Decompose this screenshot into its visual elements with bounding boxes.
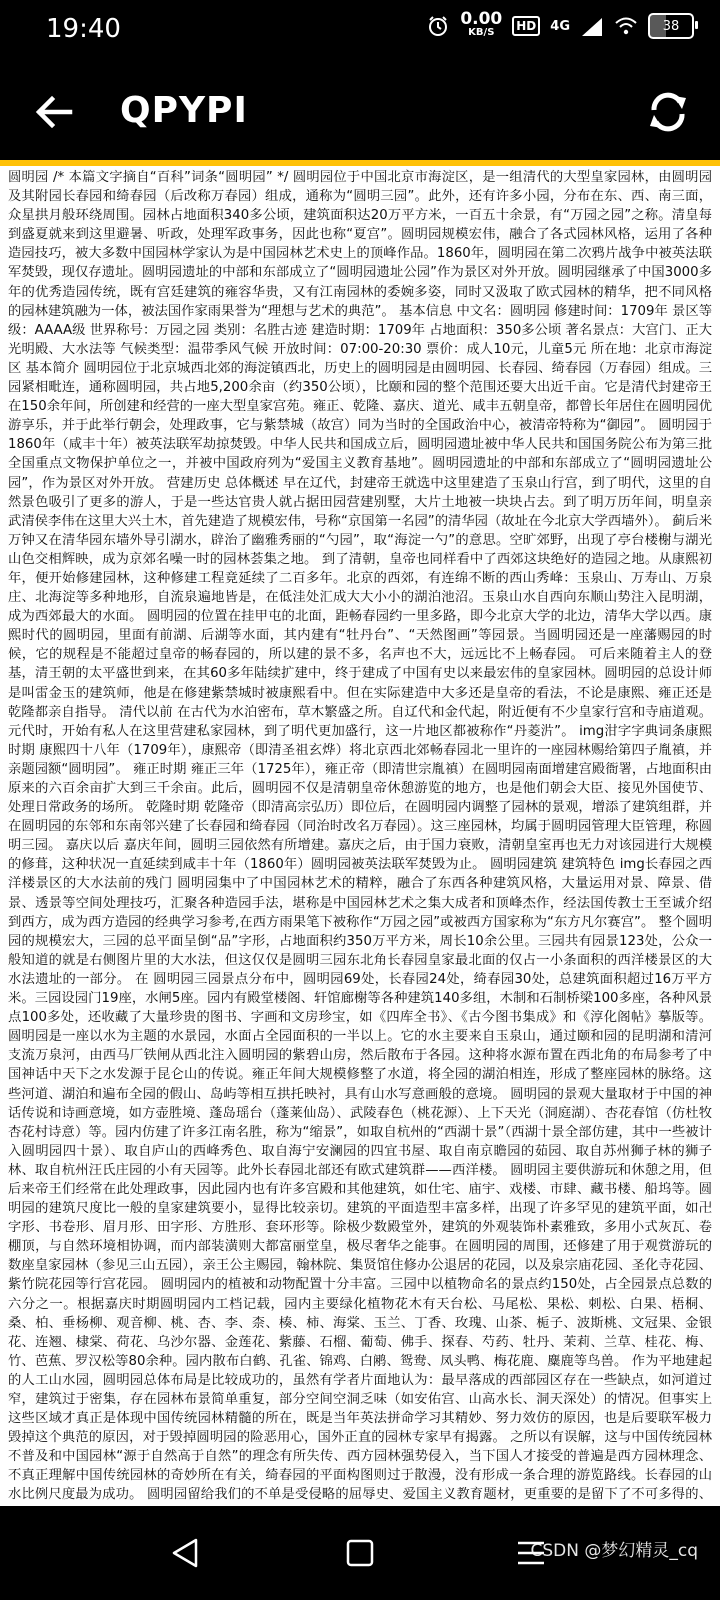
battery-level: 38 — [662, 18, 680, 34]
page-title: QPYPI — [120, 90, 248, 131]
wifi-icon — [614, 16, 638, 36]
battery-icon — [648, 13, 694, 39]
article-text: 圆明园 /* 本篇文字摘自“百科”词条“圆明园” */ 圆明园位于中国北京市海淀区，是一组清代的大型皇家园林，由圆明园及其附园长春园和绮春园（后改称万春园）组成，通称为“圆明三园”。此外，还有许多小园，分布在东、西、南三面，众星拱月般环绕周围。园林占地面积340多公顷，建筑面积达20万平方米，一百五十余景，有“万园之园”之称。清皇每到盛夏就来到这里避暑、听政，处理军政事务，因此也称“夏宫”。圆明园规模宏伟，融合了各式园林风格，运用了各种造园技巧，被大多数中国园林学家认为是中国园林艺术史上的顶峰作品。1860年，圆明园在第二次鸦片战争中被英法联军焚毁，现仅存遗址。圆明园遗址的中部和东部成立了“圆明园遗址公园”作为景区对外开放。圆明园继承了中国3000多年的优秀造园传统，既有宫廷建筑的雍容华贵，又有江南园林的委婉多姿，同时又汲取了欧式园林的精华，把不同风格的园林建筑融为一体，被法国作家雨果誉为“理想与艺术的典范”。 基本信息 中文名：圆明园 修建时间：1709年 景区等级：AAAA级 世界称号：万园之园 类别：名胜古迹 建造时期：1709年 占地面积：350多公顷 著名景点：大宫门、正大光明殿、大水法等 气候类型：温带季风气候 开放时间：07:00-20:30 票价：成人10元，儿童5元 所在地：北京市海淀区 基本简介 圆明园位于北京城西北郊的海淀镇西北，历史上的圆明园是由圆明园、长春园、绮春园（万春园）组成。三园紧相毗连，通称圆明园，共占地5,200余亩（约350公顷），比颐和园的整个范围还要大出近千亩。它是清代封建帝王在150余年间，所创建和经营的一座大型皇家宫苑。雍正、乾隆、嘉庆、道光、咸丰五朝皇帝，都曾长年居住在圆明园优游享乐，并于此举行朝会，处理政事，它与紫禁城（故宫）同为当时的全国政治中心，被清帝特称为“御园”。 圆明园于1860年（咸丰十年）被英法联军劫掠焚毁。中华人民共和国成立后，圆明园遗址被中华人民共和国国务院公布为第三批全国重点文物保护单位之一，并被中国政府列为“爱国主义教育基地”。圆明园遗址的中部和东部成立了“圆明园遗址公园”，作为景区对外开放。 营建历史 总体概述 早在辽代，封建帝王就选中这里建造了玉泉山行宫，到了明代，这里的自然景色吸引了更多的游人，于是一些达官贵人就占据田园营建别墅，大片土地被一块块占去。到了明万历年间，明皇亲武清侯李伟在这里大兴土木，首先建造了规模宏伟，号称“京国第一名园”的清华园（故址在今北京大学西墙外）。 蓟后米万钟又在清华园东墙外导引湖水，辟治了幽雅秀丽的“勺园”，取“海淀一勺”的意思。空旷郊野，出现了亭台楼榭与湖光山色交相辉映，成为京郊名噪一时的园林荟集之地。 到了清朝，皇帝也同样看中了西郊这块绝好的造园之地。从康熙初年，便开始修建园林，这种修建工程竟延续了二百多年。北京的西郊，有连绵不断的西山秀峰：玉泉山、万寿山、万泉庄、北海淀等多种地形，自流泉遍地皆是，在低洼处汇成大大小小的湖泊池沼。玉泉山水自西向东顺山势注入昆明湖，成为西郊最大的水面。 圆明园的位置在挂甲屯的北面，距畅春园约一里多路，即今北京大学的北边，清华大学以西。康熙时代的圆明园，里面有前湖、后湖等水面，其内建有“牡丹台”、“天然图画”等园景。当圆明园还是一座藩赐园的时候，它的规程是不能超过皇帝的畅春园的，所以建的景不多，名声也不大，远远比不上畅春园。 可后来随着主人的登基，清王朝的太平盛世到来，在其60多年陆续扩建中，终于建成了中国有史以来最宏伟的皇家园林。圆明园的总设计师是叫雷金玉的建筑师，他是在修建紫禁城时被康熙看中。但在实际建造中大多还是皇帝的看法，不论是康熙、雍正还是乾隆都亲自指导。 清代以前 在古代为水泊密布，草木繁盛之所。自辽代和金代起，附近便有不少皇家行宫和寺庙道观。元代时，开始有私人在这里营建私家园林，到了明代更加盛行，这一片地区都被称作“丹菱沜”。 img泔字字典词条康熙时期 康熙四十八年（1709年），康熙帝（即清圣祖玄烨）将北京西北郊畅春园北一里许的一座园林赐给第四子胤禛，并亲题园额“圆明园”。 雍正时期 雍正三年（1725年），雍正帝（即清世宗胤禛）在圆明园南面增建宫殿衙署，占地面积由原来的六百余亩扩大到三千余亩。此后，圆明园不仅是清朝皇帝休憩游览的地方，也是他们朝会大臣、接见外国使节、处理日常政务的场所。 乾隆时期 乾隆帝（即清高宗弘历）即位后，在圆明园内调整了园林的景观，增添了建筑组群，并在圆明园的东邻和东南邻兴建了长春园和绮春园（同治时改名万春园）。这三座园林，均属于圆明园管理大臣管理，称圆明三园。 嘉庆以后 嘉庆年间，圆明三园依然有所增建。嘉庆之后，由于国力衰败，清朝皇室再也无力对该园进行大规模的修葺，这种状况一直延续到咸丰十年（1860年）圆明园被英法联军焚毁为止。 圆明园建筑 建筑特色 img长春园之西洋楼景区的大水法前的残门 圆明园集中了中国园林艺术的精粹，融合了东西各种建筑风格，大量运用对景、障景、借景、透景等空间处理技巧，汇聚各种造园手法，堪称是中国园林艺术之集大成者和顶峰杰作，经法国传教士王至诚介绍到西方，成为西方造园的经典学习参考,在西方雨果笔下被称作“万园之园”或被西方国家称为“东方凡尔赛宫”。 整个圆明园的规模宏大，三园的总平面呈倒“品”字形，占地面积约350万平方米，周长10余公里。三园共有园景123处，公众一般知道的就是右侧图片里的大水法，但这仅仅是圆明三园东北角长春园皇家最北面的仅占一小条面积的西洋楼景区的大水法遗址的一部分。 在 圆明园三园景点分布中，圆明园69处，长春园24处，绮春园30处，总建筑面积超过16万平方米。三园设园门19座，水闸5座。园内有殿堂楼阁、轩馆廊榭等各种建筑140多组，木制和石制桥梁100多座，各种风景点100多处，还收藏了大量珍贵的图书、字画和文房珍宝，如《四库全书》、《古今图书集成》和《淳化阁帖》摹版等。 圆明园是一座以水为主题的水景园，水面占全园面积的一半以上。它的水主要来自玉泉山，通过颐和园的昆明湖和清河支流万泉河，由西马厂铁闸从西北注入圆明园的紫碧山房，然后散布于各园。这种将水源布置在西北角的布局参考了中国神话中天下之水发源于昆仑山的传说。雍正年间大规模修整了水道，将全园的湖泊相连，形成了整座园林的脉络。这些河道、湖泊和遍布全园的假山、岛屿等相互拱托映衬，具有山水写意画般的意境。 圆明园的景观大量取材于中国的神话传说和诗画意境，如方壶胜境、蓬岛瑶台（蓬莱仙岛）、武陵春色（桃花源）、上下天光（洞庭湖）、杏花春馆（仿杜牧杏花村诗意）等。园内仿建了许多江南名胜，称为“缩景”，如取自杭州的“西湖十景”（西湖十景全部仿建，其中一些被计入圆明园四十景）、取自庐山的西峰秀色、取自海宁安澜园的四宜书屋、取自南京瞻园的茹园、取自苏州狮子林的狮子林、取自杭州汪氏庄园的小有天园等。此外长春园北部还有欧式建筑群——西洋楼。 圆明园主要供游玩和休憩之用，但后来帝王们经常在此处理政事，因此园内也有许多宫殿和其他建筑，如仕宅、庙宇、戏楼、市肆、藏书楼、船坞等。圆明园的建筑尺度比一般的皇家建筑要小，显得比较亲切。建筑的平面造型丰富多样，出现了许多罕见的建筑平面，如卍字形、书卷形、眉月形、田字形、方胜形、套环形等。除极少数殿堂外，建筑的外观装饰朴素雅致，多用小式灰瓦、卷棚顶，与自然环境相协调，而内部装潢则大都富丽堂皇，极尽奢华之能事。在圆明园的周围，还修建了用于观赏游玩的数座皇家园林（参见三山五园），亲王公主赐园，翰林院、集贤馆住修办公退居的花园，以及泉宗庙花园、圣化寺花园、紫竹院花园等行宫花园。 圆明园内的植被和动物配置十分丰富。三园中以植物命名的景点约150处，占全园景点总数的六分之一。根据嘉庆时期圆明园内工档记载，园内主要绿化植物花木有天台松、马尾松、果松、刺松、白果、梧桐、桑、柏、垂杨柳、观音柳、桃、杏、李、柰、楱、柿、海棠、玉兰、丁香、玫瑰、山茶、栀子、波斯桃、文冠果、金银花、连翘、棣棠、荷花、乌沙尔器、金莲花、紫藤、石榴、葡萄、佛手、探春、芍药、牡丹、茉莉、兰草、桂花、梅、竹、芭蕉、罗汉松等80余种。园内散布白鹤、孔雀、锦鸡、白鹇、鸳鸯、凤头鸭、梅花鹿、麋鹿等鸟兽。 作为平地建起的人工山水园，圆明园总体布局是比较成功的，虽然有学者片面地认为：最早落成的西部园区存在一些缺点，如河道过窄，建筑过于密集，存在园林布景简单重复，部分空间空洞乏味（如安佑宫、山高水长、洞天深处）的情况。但事实上这些区域才真正是体现中国传统园林精髓的所在，既是当年英法拼命学习其精妙、努力效仿的原因，也是后要联军极力毁掉这个典范的原因，对于毁掉圆明园的险恶用心，国外正直的园林专家早有揭露。 之所以有误解，这与中国传统园林不普及和中国园林“源于自然高于自然”的理念有所失传、西方园林强势侵入，当下国人才接受的普遍是西方园林理念、不真正理解中国传统园林的奇妙所在有关，绮春园的平面构图则过于散漫，没有形成一条合理的游览路线。长春园的山水比例尺度最为成功。 圆明园留给我们的不单是受侵略的屈辱史、爱国主义教育题材，更重要的是留下了不可多得的、 — [8, 170, 712, 1503]
nav-home-square-icon[interactable] — [335, 1528, 385, 1578]
hd-badge: HD — [512, 16, 540, 36]
signal-bars-icon — [580, 16, 604, 36]
status-time: 19:40 — [46, 14, 121, 44]
net-speed — [460, 9, 503, 40]
arrow-left-icon[interactable] — [30, 88, 78, 136]
refresh-icon[interactable] — [644, 88, 692, 136]
alarm-icon — [426, 14, 450, 38]
status-bar — [0, 0, 720, 64]
net-speed-value: 0.00 — [460, 9, 503, 29]
accent-divider — [0, 160, 720, 166]
nav-back-triangle-icon[interactable] — [160, 1528, 210, 1578]
net-speed-unit: KB/S — [468, 27, 495, 38]
watermark-text: CSDN @梦幻精灵_cq — [530, 1541, 698, 1561]
status-icons — [426, 9, 694, 40]
article-content[interactable] — [8, 168, 712, 1506]
system-nav-bar — [0, 1506, 720, 1600]
app-bar — [0, 64, 720, 160]
signal-label: 4G — [550, 18, 570, 34]
